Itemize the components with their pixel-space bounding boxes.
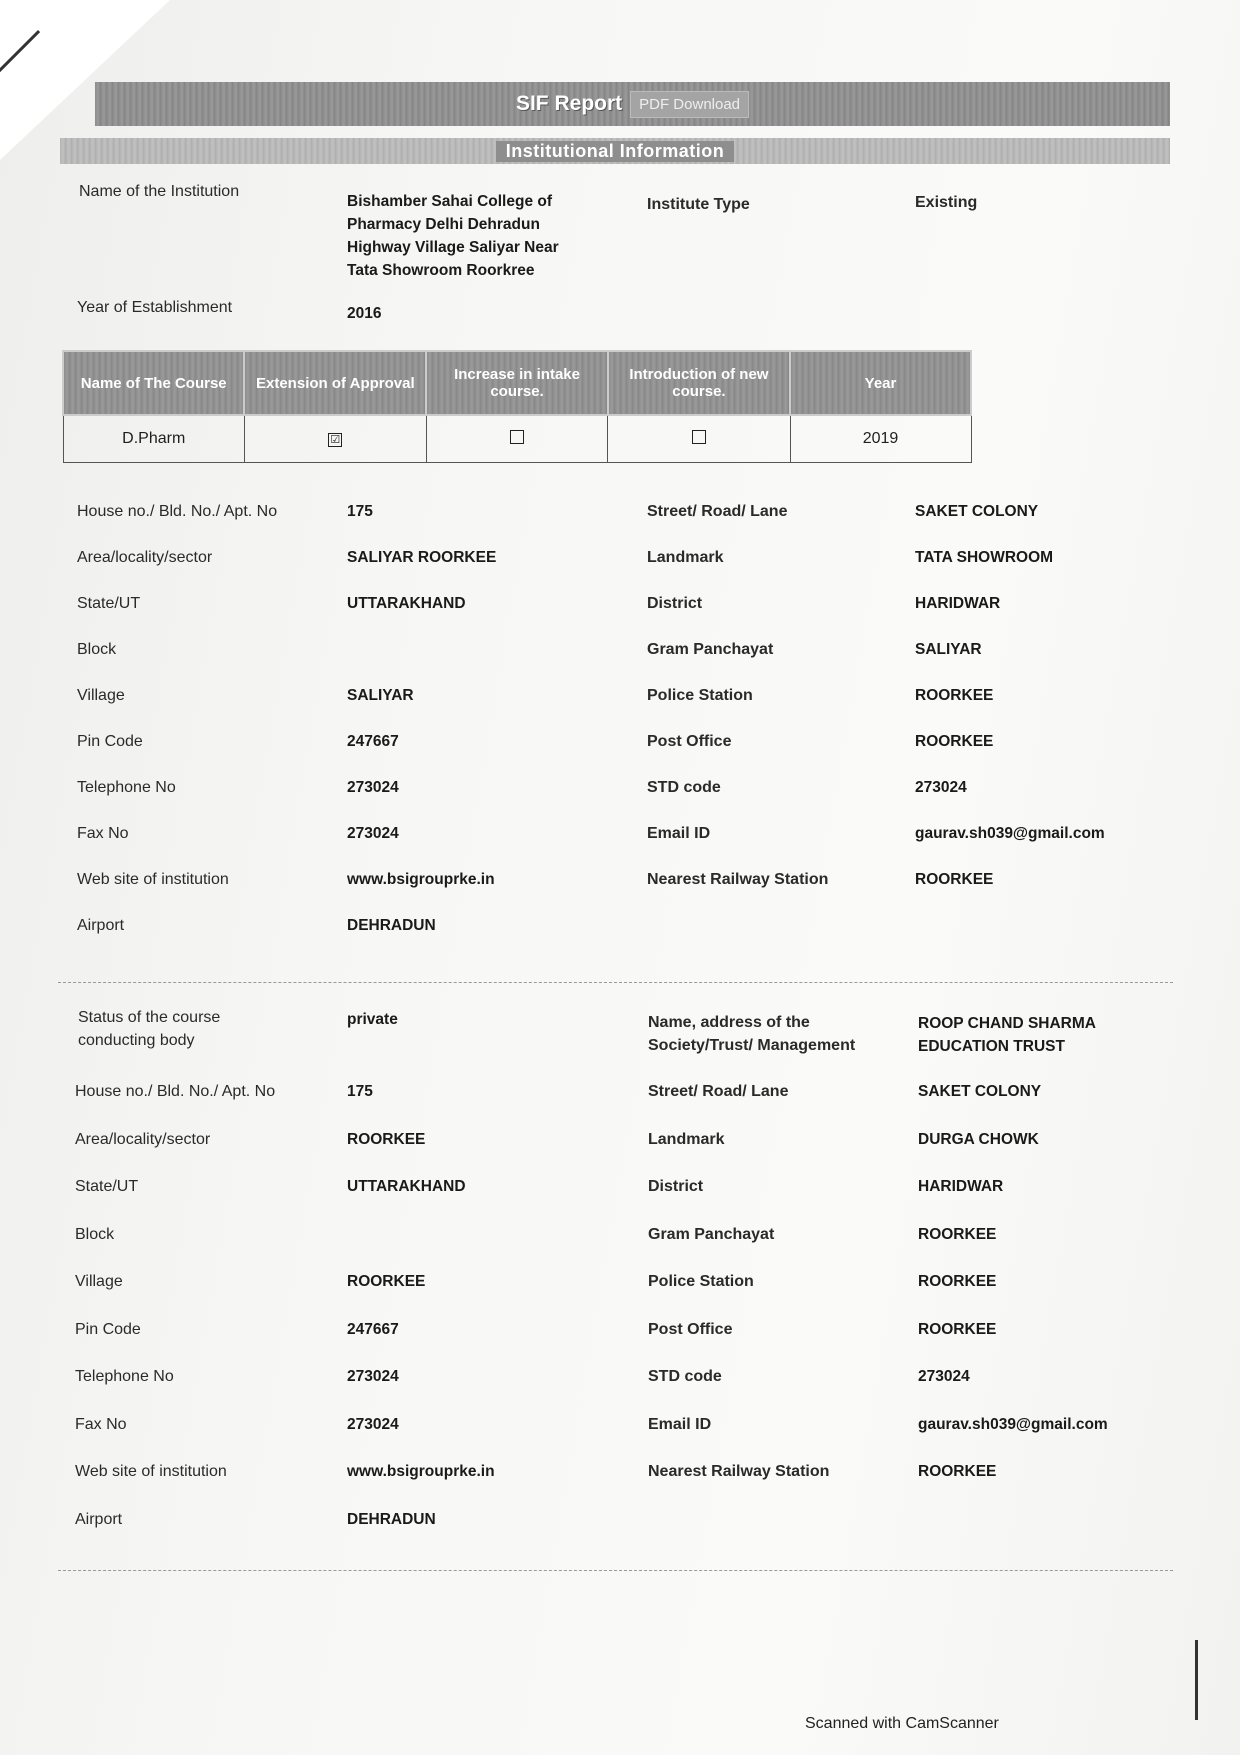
field-label: Pin Code [77,733,143,750]
extension-cell [244,415,426,463]
field-label: Web site of institution [75,1463,227,1480]
field-value: UTTARAKHAND [347,595,466,612]
report-header [95,82,1170,126]
status-label-line: Status of the course [78,1009,221,1026]
year-cell: 2019 [790,415,971,463]
field-value: ROORKEE [915,871,994,888]
col-extension: Extension of Approval [244,351,426,415]
institution-name-line: Pharmacy Delhi Dehradun [347,216,540,233]
field-label: District [647,595,703,612]
field-label: Village [77,687,125,704]
society-name-line: EDUCATION TRUST [918,1038,1065,1055]
field-label: Nearest Railway Station [647,871,829,888]
table-row [63,415,971,463]
field-value: UTTARAKHAND [347,1178,466,1195]
section-title: Institutional Information [496,141,734,162]
field-label: Block [77,641,117,658]
field-value: SAKET COLONY [915,503,1039,520]
year-of-establishment-label: Year of Establishment [77,299,233,316]
section-divider [58,1570,1173,1571]
increase-cell [426,415,608,463]
field-value: ROORKEE [915,733,994,750]
institute-type-label: Institute Type [647,196,750,213]
institution-name-line: Bishamber Sahai College of [347,193,552,210]
field-label: Telephone No [77,779,176,796]
field-value: ROORKEE [347,1273,426,1290]
field-label: Email ID [648,1415,712,1433]
field-value: DURGA CHOWK [918,1130,1039,1148]
field-label: Block [75,1225,115,1243]
field-value: DEHRADUN [347,1510,436,1528]
field-value: SALIYAR [347,687,414,704]
status-label-line: conducting body [78,1032,195,1049]
field-label: District [648,1178,704,1195]
field-label: Post Office [648,1320,733,1338]
field-value: ROORKEE [918,1225,997,1243]
field-label: STD code [647,779,721,796]
col-increase: Increase in intake course. [426,351,608,415]
field-label: Landmark [648,1130,725,1148]
field-value: HARIDWAR [915,595,1001,612]
field-label: House no./ Bld. No./ Apt. No [77,503,278,520]
field-value: ROORKEE [918,1463,997,1480]
col-year: Year [790,351,971,415]
section-divider [58,982,1173,983]
field-label: Landmark [647,549,724,566]
institution-name-label: Name of the Institution [79,183,240,200]
field-value: 273024 [347,825,399,842]
field-value: 175 [347,1083,373,1100]
status-value: private [347,1011,398,1028]
field-value: HARIDWAR [918,1178,1004,1195]
field-value: DEHRADUN [347,917,436,934]
col-course-name: Name of The Course [63,351,244,415]
field-value: www.bsigrouprke.in [347,871,495,888]
field-value: gaurav.sh039@gmail.com [915,825,1105,842]
field-label: Fax No [75,1415,127,1433]
field-label: Street/ Road/ Lane [647,503,788,520]
society-name-label [648,1011,855,1057]
field-label: Area/locality/sector [75,1130,211,1148]
field-value: 247667 [347,1320,399,1338]
scanner-watermark: Scanned with CamScanner [805,1715,999,1732]
year-of-establishment-value: 2016 [347,305,382,322]
field-label: Police Station [647,687,753,704]
field-label: House no./ Bld. No./ Apt. No [75,1083,276,1100]
course-name-cell: D.Pharm [63,415,244,463]
field-label: Airport [75,1510,123,1528]
field-label: Email ID [647,825,711,842]
institute-type-value: Existing [915,194,978,211]
field-label: Web site of institution [77,871,229,888]
field-label: Street/ Road/ Lane [648,1083,789,1100]
field-value: 273024 [915,779,967,796]
pdf-download-button[interactable]: PDF Download [630,91,749,118]
institution-name-value [347,190,559,282]
society-name-line: ROOP CHAND SHARMA [918,1015,1096,1032]
institution-name-line: Highway Village Saliyar Near [347,239,559,256]
field-label: Fax No [77,825,129,842]
field-label: State/UT [77,595,141,612]
increase-checkbox[interactable] [510,430,524,444]
field-value: 175 [347,503,373,520]
field-value: SALIYAR ROORKEE [347,549,497,566]
course-table [62,350,972,463]
page-corner-fold [0,0,170,160]
field-label: Gram Panchayat [647,641,774,658]
field-value: SAKET COLONY [918,1083,1042,1100]
field-value: TATA SHOWROOM [915,549,1054,566]
society-name-label-line: Society/Trust/ Management [648,1037,856,1054]
field-label: Airport [77,917,125,934]
status-label [78,1006,220,1052]
field-label: Gram Panchayat [648,1225,775,1243]
edge-mark [1195,1640,1198,1720]
institution-name-line: Tata Showroom Roorkree [347,262,535,279]
field-value: 273024 [347,1368,399,1385]
col-introduction: Introduction of new course. [608,351,790,415]
extension-checkbox[interactable]: ☑ [328,433,342,447]
field-label: STD code [648,1368,722,1385]
field-label: Telephone No [75,1368,174,1385]
field-value: 273024 [347,779,399,796]
society-name-value [918,1012,1096,1058]
section-header [60,138,1170,164]
field-value: www.bsigrouprke.in [347,1463,495,1480]
society-name-label-line: Name, address of the [648,1014,810,1031]
course-table-header-row [63,351,971,415]
field-label: Post Office [647,733,732,750]
field-label: Pin Code [75,1320,141,1338]
field-value: gaurav.sh039@gmail.com [918,1415,1108,1433]
field-label: State/UT [75,1178,139,1195]
field-value: 273024 [347,1415,399,1433]
field-value: SALIYAR [915,641,982,658]
field-value: ROORKEE [918,1273,997,1290]
report-title: SIF Report [515,92,623,115]
field-value: ROORKEE [915,687,994,704]
introduction-cell [608,415,790,463]
field-value: ROORKEE [918,1320,997,1338]
field-label: Village [75,1273,123,1290]
field-value: 247667 [347,733,399,750]
field-value: 273024 [918,1368,970,1385]
field-label: Police Station [648,1273,754,1290]
introduction-checkbox[interactable] [692,430,706,444]
field-label: Nearest Railway Station [648,1463,830,1480]
field-label: Area/locality/sector [77,549,213,566]
field-value: ROORKEE [347,1130,426,1148]
